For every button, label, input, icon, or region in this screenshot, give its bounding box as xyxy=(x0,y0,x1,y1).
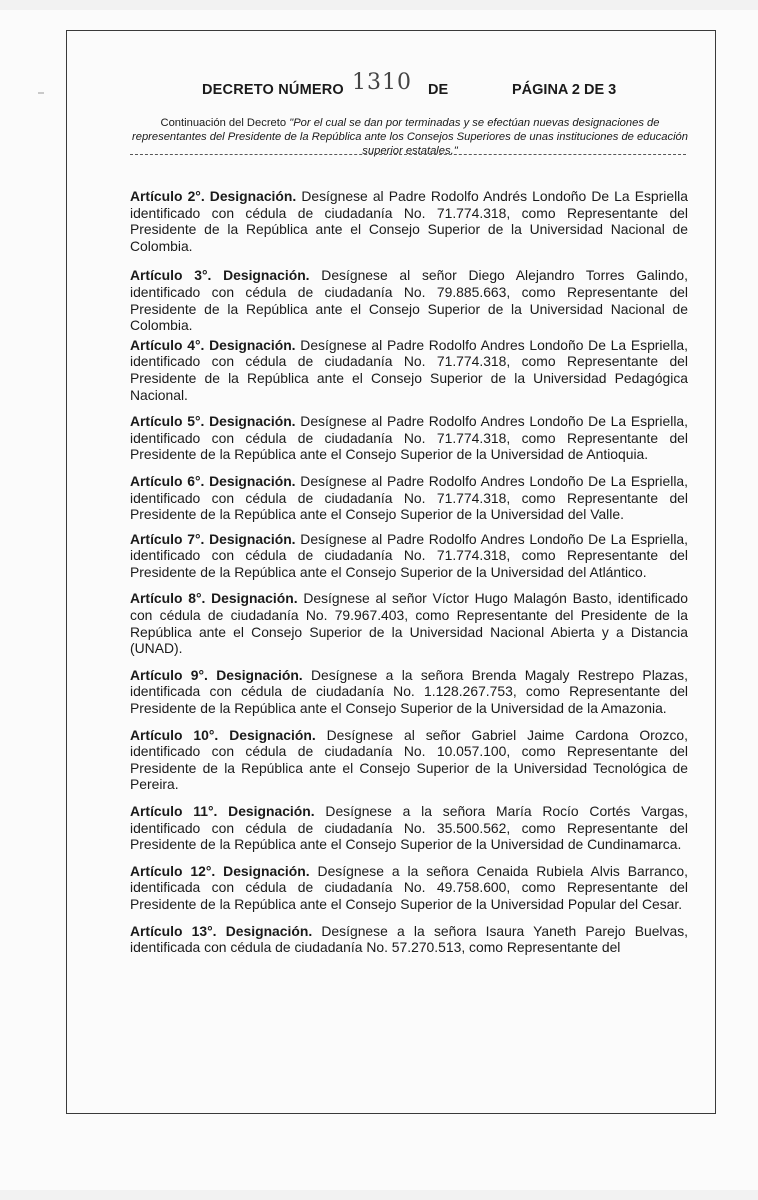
article-11 xyxy=(130,803,688,853)
article-body: Desígnese al señor Diego Alejandro Torres Galindo, identificado con cédula de ciudadanía No. 79.885.663, como Representante del Presidente de la República ante el Consejo Superior de la Universidad Nacional de Colombia. xyxy=(130,267,688,334)
article-body: Desígnese al Padre Rodolfo Andrés Londoño De La Espriella identificado con cédula de ciudadanía No. 71.774.318, como Representante del Presidente de la República ante el Consejo Superior de la Universidad Nacional de Colombia. xyxy=(130,188,688,254)
article-10 xyxy=(130,727,688,793)
article-3 xyxy=(130,267,688,333)
article-body: Desígnese a la señora Cenaida Rubiela Alvis Barranco, identificada con cédula de ciudadanía No. 49.758.600, como Representante del Presidente de la República ante el Consejo Superior de la Universidad Popular del Cesar. xyxy=(130,862,688,912)
article-heading: Artículo 8°. Designación. xyxy=(130,590,298,607)
decree-number: 1310 xyxy=(352,70,412,95)
article-heading: Artículo 6°. Designación. xyxy=(130,472,296,489)
article-heading: Artículo 11°. Designación. xyxy=(130,803,315,819)
article-6 xyxy=(130,473,688,523)
article-12 xyxy=(130,863,688,913)
article-heading: Artículo 4°. Designación. xyxy=(130,336,296,353)
decree-date-label: DE xyxy=(428,82,449,98)
page-indicator: PÁGINA 2 DE 3 xyxy=(512,82,617,98)
decree-title: "Por el cual se dan por terminadas y se efectúan nuevas designaciones de representantes del Presidente de la República ante los Consejos Superiores de unas instituciones de educación superior estatales." xyxy=(132,117,688,157)
article-heading: Artículo 2°. Designación. xyxy=(130,188,297,204)
article-heading: Artículo 7°. Designación. xyxy=(130,530,296,547)
article-body: Desígnese al Padre Rodolfo Andres Londoño De La Espriella, identificado con cédula de ciudadanía No. 71.774.318, como Representante del Presidente de la República ante el Consejo Superior de la Universidad Pedagógica Nacional. xyxy=(130,336,688,403)
article-7 xyxy=(130,531,688,581)
article-heading: Artículo 13°. Designación. xyxy=(130,922,313,939)
article-body: Desígnese a la señora Isaura Yaneth Parejo Buelvas, identificada con cédula de ciudadanía No. 57.270.513, como Representante del xyxy=(130,922,688,956)
article-heading: Artículo 12°. Designación. xyxy=(130,862,310,879)
article-13 xyxy=(130,923,688,956)
decree-number-label: DECRETO NÚMERO xyxy=(202,82,344,98)
article-body: Desígnese al señor Víctor Hugo Malagón Basto, identificado con cédula de ciudadanía No. 79.967.403, como Representante del Presidente de la República ante el Consejo Superior de la Universidad Nacional Abierta y a Distancia (UNAD). xyxy=(130,590,688,657)
article-body: Desígnese al Padre Rodolfo Andres Londoño De La Espriella, identificado con cédula de ciudadanía No. 71.774.318, como Representante del Presidente de la República ante el Consejo Superior de la Universidad de Antioquia. xyxy=(130,413,688,463)
continuation-prefix: Continuación del Decreto xyxy=(160,117,290,129)
article-body: Desígnese al señor Gabriel Jaime Cardona Orozco, identificado con cédula de ciudadanía No. 10.057.100, como Representante del Presidente de la República ante el Consejo Superior de la Universidad Tecnológica de Pereira. xyxy=(130,726,688,793)
continuation-note xyxy=(130,116,690,158)
article-body: Desígnese a la señora Brenda Magaly Restrepo Plazas, identificada con cédula de ciudadanía No. 1.128.267.753, como Representante del Presidente de la República ante el Consejo Superior de la Universidad de la Amazonia. xyxy=(130,666,688,717)
dashed-separator xyxy=(130,154,686,155)
article-heading: Artículo 3°. Designación. xyxy=(130,267,310,284)
article-body: Desígnese al Padre Rodolfo Andres Londoño De La Espriella, identificado con cédula de ciudadanía No. 71.774.318, como Representante del Presidente de la República ante el Consejo Superior de la Universidad del Atlántico. xyxy=(130,530,688,580)
article-heading: Artículo 10°. Designación. xyxy=(130,726,316,743)
scan-mark xyxy=(38,92,44,94)
article-9 xyxy=(130,667,688,717)
article-heading: Artículo 5°. Designación. xyxy=(130,413,296,430)
decree-header xyxy=(66,68,716,108)
article-heading: Artículo 9°. Designación. xyxy=(130,666,303,683)
article-5 xyxy=(130,413,688,463)
article-body: Desígnese al Padre Rodolfo Andres Londoño De La Espriella, identificado con cédula de ciudadanía No. 71.774.318, como Representante del Presidente de la República ante el Consejo Superior de la Universidad del Valle. xyxy=(130,472,688,523)
article-8 xyxy=(130,590,688,656)
article-body: Desígnese a la señora María Rocío Cortés Vargas, identificado con cédula de ciudadanía No. 35.500.562, como Representante del Presidente de la República ante el Consejo Superior de la Universidad de Cundinamarca. xyxy=(130,803,688,853)
article-4 xyxy=(130,337,688,403)
article-2 xyxy=(130,188,688,254)
articles-list xyxy=(130,188,688,956)
